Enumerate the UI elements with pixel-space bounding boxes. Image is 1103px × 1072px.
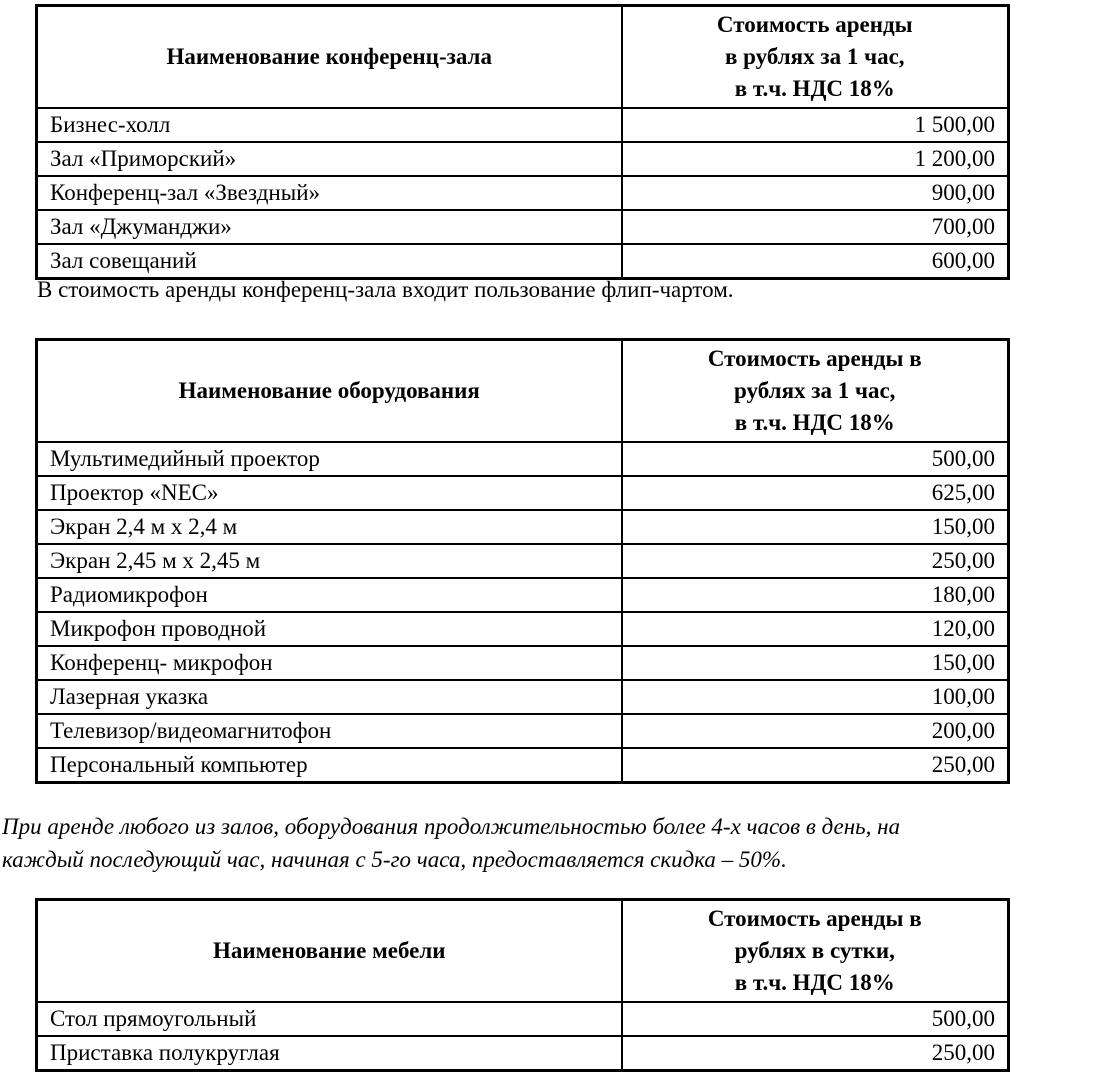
equipment-name-cell: Микрофон проводной [37, 612, 622, 646]
hall-price-cell: 700,00 [622, 210, 1009, 244]
hall-price-cell: 1 200,00 [622, 142, 1009, 176]
table-row [37, 578, 1009, 612]
furniture-table [35, 898, 1010, 1072]
table-row [37, 544, 1009, 578]
table-row [37, 714, 1009, 748]
hall-name-cell: Конференц-зал «Звездный» [37, 176, 622, 210]
equipment-name-cell: Экран 2,4 м х 2,4 м [37, 510, 622, 544]
price-header-line: в рублях за 1 час, [724, 44, 905, 69]
price-header-line: Стоимость аренды [716, 12, 913, 37]
equipment-price-cell: 100,00 [622, 680, 1009, 714]
price-header-line: в т.ч. НДС 18% [734, 76, 895, 101]
halls-price-header [622, 6, 1009, 109]
equipment-price-cell: 500,00 [622, 442, 1009, 476]
table-row [37, 680, 1009, 714]
furniture-name-cell: Приставка полукруглая [37, 1036, 622, 1071]
halls-name-header: Наименование конференц-зала [37, 6, 622, 109]
price-header-line: в т.ч. НДС 18% [734, 410, 895, 435]
table-row [37, 510, 1009, 544]
equipment-name-cell: Персональный компьютер [37, 748, 622, 783]
table-row [37, 612, 1009, 646]
price-header-line: рублях в сутки, [734, 938, 895, 963]
equipment-name-cell: Радиомикрофон [37, 578, 622, 612]
furniture-price-cell: 250,00 [622, 1036, 1009, 1071]
equipment-price-cell: 250,00 [622, 544, 1009, 578]
equipment-name-cell: Телевизор/видеомагнитофон [37, 714, 622, 748]
table-row [37, 108, 1009, 142]
equipment-price-cell: 180,00 [622, 578, 1009, 612]
hall-price-cell: 600,00 [622, 244, 1009, 279]
equipment-name-cell: Проектор «NEC» [37, 476, 622, 510]
table-row [37, 176, 1009, 210]
table-header-row [37, 6, 1009, 109]
equipment-price-cell: 150,00 [622, 646, 1009, 680]
equipment-table [35, 338, 1010, 784]
equipment-name-cell: Мультимедийный проектор [37, 442, 622, 476]
price-header-line: Стоимость аренды в [707, 906, 922, 931]
conference-halls-table [35, 4, 1010, 280]
furniture-price-header [622, 900, 1009, 1003]
equipment-price-cell: 150,00 [622, 510, 1009, 544]
furniture-name-header: Наименование мебели [37, 900, 622, 1003]
discount-note [2, 810, 1092, 876]
equipment-name-header: Наименование оборудования [37, 340, 622, 443]
furniture-price-cell: 500,00 [622, 1002, 1009, 1036]
table-row [37, 476, 1009, 510]
equipment-name-cell: Конференц- микрофон [37, 646, 622, 680]
equipment-price-cell: 200,00 [622, 714, 1009, 748]
table-row [37, 1002, 1009, 1036]
discount-note-line: каждый последующий час, начиная с 5-го часа, предоставляется скидка – 50%. [2, 847, 787, 872]
equipment-name-cell: Экран 2,45 м х 2,45 м [37, 544, 622, 578]
equipment-price-cell: 250,00 [622, 748, 1009, 783]
hall-name-cell: Зал совещаний [37, 244, 622, 279]
price-header-line: в т.ч. НДС 18% [734, 970, 895, 995]
furniture-name-cell: Стол прямоугольный [37, 1002, 622, 1036]
price-header-line: рублях за 1 час, [734, 378, 896, 403]
table-header-row [37, 900, 1009, 1003]
equipment-name-cell: Лазерная указка [37, 680, 622, 714]
table-header-row [37, 340, 1009, 443]
hall-name-cell: Бизнес-холл [37, 108, 622, 142]
flipchart-note: В стоимость аренды конференц-зала входит пользование флип-чартом. [37, 277, 734, 302]
discount-note-line: При аренде любого из залов, оборудования продолжительностью более 4-х часов в день, на [2, 814, 901, 839]
table-row [37, 1036, 1009, 1071]
table-row [37, 210, 1009, 244]
hall-name-cell: Зал «Джуманджи» [37, 210, 622, 244]
equipment-price-cell: 625,00 [622, 476, 1009, 510]
table-row [37, 748, 1009, 783]
table-row [37, 244, 1009, 279]
table-row [37, 442, 1009, 476]
table-row [37, 646, 1009, 680]
price-header-line: Стоимость аренды в [707, 346, 922, 371]
hall-name-cell: Зал «Приморский» [37, 142, 622, 176]
equipment-price-header [622, 340, 1009, 443]
hall-price-cell: 1 500,00 [622, 108, 1009, 142]
table-row [37, 142, 1009, 176]
hall-price-cell: 900,00 [622, 176, 1009, 210]
equipment-price-cell: 120,00 [622, 612, 1009, 646]
